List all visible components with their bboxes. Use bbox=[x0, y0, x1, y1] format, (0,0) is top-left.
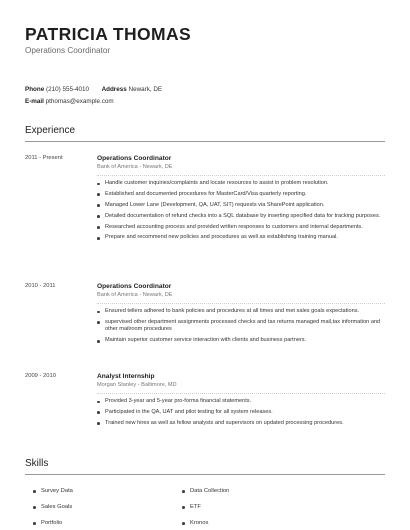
phone-label: Phone bbox=[25, 86, 45, 93]
experience-heading: Experience bbox=[25, 125, 76, 136]
job-separator bbox=[97, 303, 385, 304]
address-value: Newark, DE bbox=[128, 86, 163, 93]
job-bullet: Prepare and recommend new policies and procedures as well as establishing training manual. bbox=[97, 234, 385, 242]
job-bullet: Researched accounting process and provided written responses to customers and internal departments. bbox=[97, 224, 385, 232]
job-separator bbox=[97, 393, 385, 394]
job-bullet: Participated in the QA, UAT and pilot testing for all system releases. bbox=[97, 409, 385, 417]
candidate-name: PATRICIA THOMAS bbox=[25, 24, 192, 44]
email-label: E-mail bbox=[25, 98, 44, 105]
job-bullet: Ensured tellers adhered to bank policies and procedures at all times and met sales goals expectations. bbox=[97, 308, 385, 316]
job-title: Operations Coordinator bbox=[97, 283, 172, 290]
job-dates: 2011 - Present bbox=[25, 155, 63, 161]
skill-item: Portfolio bbox=[33, 520, 62, 526]
job-bullet: Provided 3-year and 5-year pro-forma financial statements. bbox=[97, 398, 385, 406]
job-title: Analyst Internship bbox=[97, 373, 155, 380]
job-company: Morgan Stanley - Baltimore, MD bbox=[97, 382, 177, 388]
job-company: Bank of America - Newark, DE bbox=[97, 292, 173, 298]
job-dates: 2010 - 2011 bbox=[25, 283, 56, 289]
skill-item: Kronos bbox=[182, 520, 208, 526]
job-company: Bank of America - Newark, DE bbox=[97, 164, 173, 170]
skill-item: Data Collection bbox=[182, 488, 229, 494]
contact-line-1 bbox=[25, 86, 162, 93]
experience-divider bbox=[25, 141, 385, 142]
job-bullet: Managed Lower Lane (Development, QA, UAT, SIT) requests via SharePoint application. bbox=[97, 202, 385, 210]
phone-value: (210) 555-4010 bbox=[46, 86, 90, 93]
job-bullets bbox=[97, 398, 385, 431]
job-bullet: Detailed documentation of refund checks into a SQL database by inserting specified data for tracking purposes. bbox=[97, 213, 385, 221]
job-bullets bbox=[97, 180, 385, 245]
skill-item: ETF bbox=[182, 504, 201, 510]
job-dates: 2009 - 2010 bbox=[25, 373, 56, 379]
address-label: Address bbox=[101, 86, 127, 93]
contact-line-2 bbox=[25, 98, 114, 105]
job-bullets bbox=[97, 308, 385, 348]
skills-heading: Skills bbox=[25, 458, 49, 469]
email-value[interactable]: pthomas@example.com bbox=[45, 98, 114, 105]
job-bullet: Established and documented procedures for MasterCard/Visa quarterly reporting. bbox=[97, 191, 385, 199]
candidate-role: Operations Coordinator bbox=[25, 46, 111, 55]
skills-divider bbox=[25, 474, 385, 475]
job-bullet: Handle customer inquiries/complaints and locate resources to assist in problem resolution. bbox=[97, 180, 385, 188]
job-bullet: Maintain superior customer service interaction with clients and business partners. bbox=[97, 337, 385, 345]
job-bullet: supervised other department assignments processed checks and tax returns managed mail,tax information and other mailroom procedures bbox=[97, 319, 385, 334]
job-title: Operations Coordinator bbox=[97, 155, 172, 162]
job-bullet: Trained new hires as well as fellow analysts and supervisors on updated processing procedures. bbox=[97, 420, 385, 428]
skill-item: Survey Data bbox=[33, 488, 73, 494]
job-separator bbox=[97, 175, 385, 176]
skill-item: Sales Goals bbox=[33, 504, 72, 510]
